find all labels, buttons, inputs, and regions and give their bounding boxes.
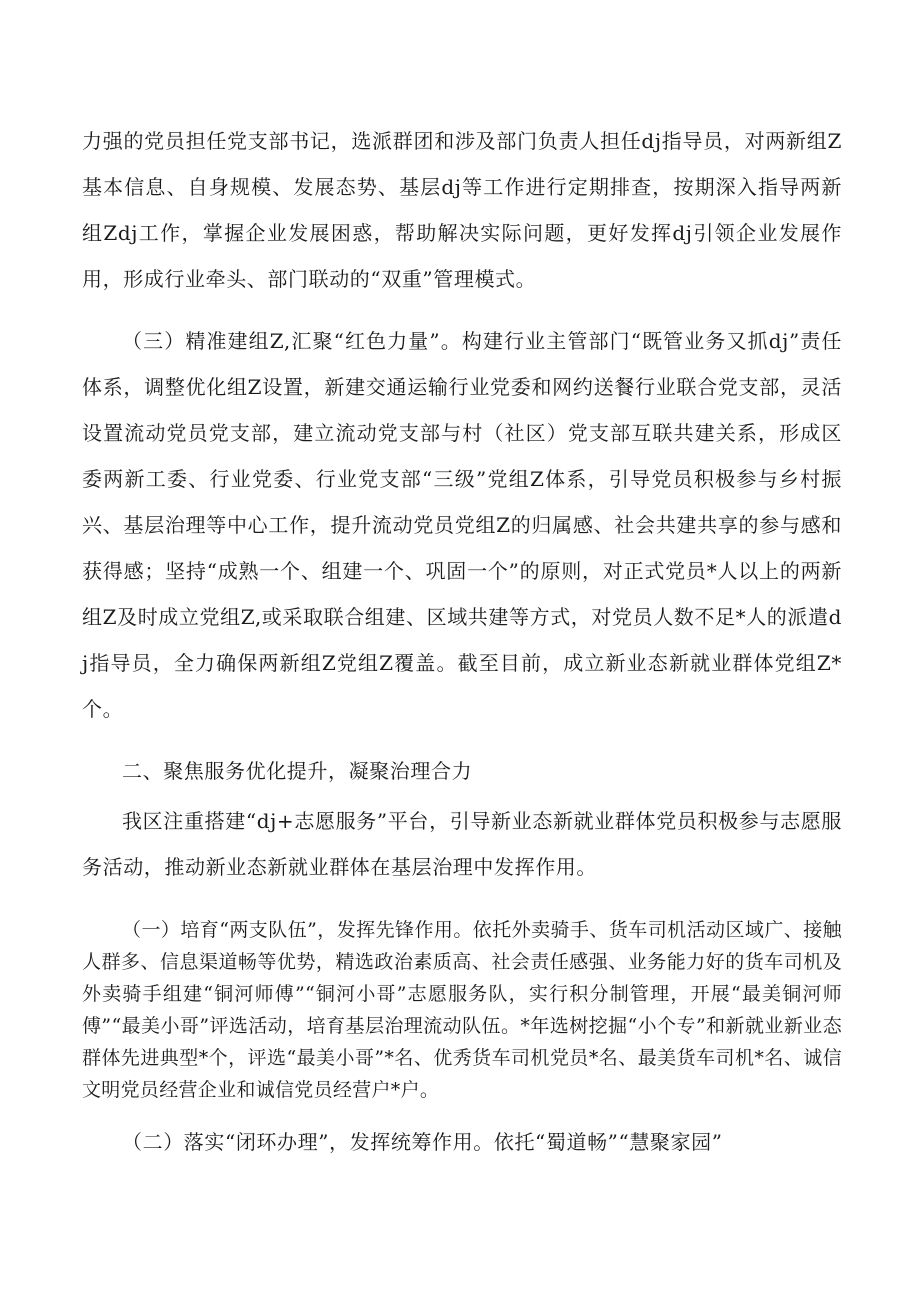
paragraph-4: （一）培育“两支队伍”，发挥先锋作用。依托外卖骑手、货车司机活动区域广、接触人群多、信息渠道畅等优势，精选政治素质高、社会责任感强、业务能力好的货车司机及外卖骑手组建“铜河师傅”“铜河小哥”志愿服务队，实行积分制管理，开展“最美铜河师傅”“最美小哥”评选活动，培育基层治理流动队伍。*年选树挖掘“小个专”和新就业新业态群体先进典型*个，评选“最美小哥”*名、优秀货车司机党员*名、最美货车司机*名、诚信文明党员经营企业和诚信党员经营户*户。 <box>82 919 842 1101</box>
paragraph-5: （二）落实“闭环办理”，发挥统筹作用。依托“蜀道畅”“慧聚家园” <box>122 1130 723 1154</box>
section-heading: 二、聚焦服务优化提升，凝聚治理合力 <box>122 759 473 783</box>
paragraph-2: （三）精准建组Z,汇聚“红色力量”。构建行业主管部门“既管业务又抓dj”责任体系，调整优化组Z设置，新建交通运输行业党委和网约送餐行业联合党支部，灵活设置流动党员党支部，建立流动党支部与村（社区）党支部互联共建关系，形成区委两新工委、行业党委、行业党支部“三级”党组Z体系，引导党员积极参与乡村振兴、基层治理等中心工作，提升流动党员党组Z的归属感、社会共建共享的参与感和获得感；坚持“成熟一个、组建一个、巩固一个”的原则，对正式党员*人以上的两新组Z及时成立党组Z,或采取联合组建、区域共建等方式，对党员人数不足*人的派遣dj指导员，全力确保两新组Z党组Z覆盖。截至目前，成立新业态新就业群体党组Z*个。 <box>82 329 843 721</box>
paragraph-3: 我区注重搭建“dj+志愿服务”平台，引导新业态新就业群体党员积极参与志愿服务活动，推动新业态新就业群体在基层治理中发挥作用。 <box>82 809 842 879</box>
paragraph-1: 力强的党员担任党支部书记，选派群团和涉及部门负责人担任dj指导员，对两新组Z基本信息、自身规模、发展态势、基层dj等工作进行定期排查，按期深入指导两新组Zdj工作，掌握企业发展困惑，帮助解决实际问题，更好发挥dj引领企业发展作用，形成行业牵头、部门联动的“双重”管理模式。 <box>82 129 842 291</box>
